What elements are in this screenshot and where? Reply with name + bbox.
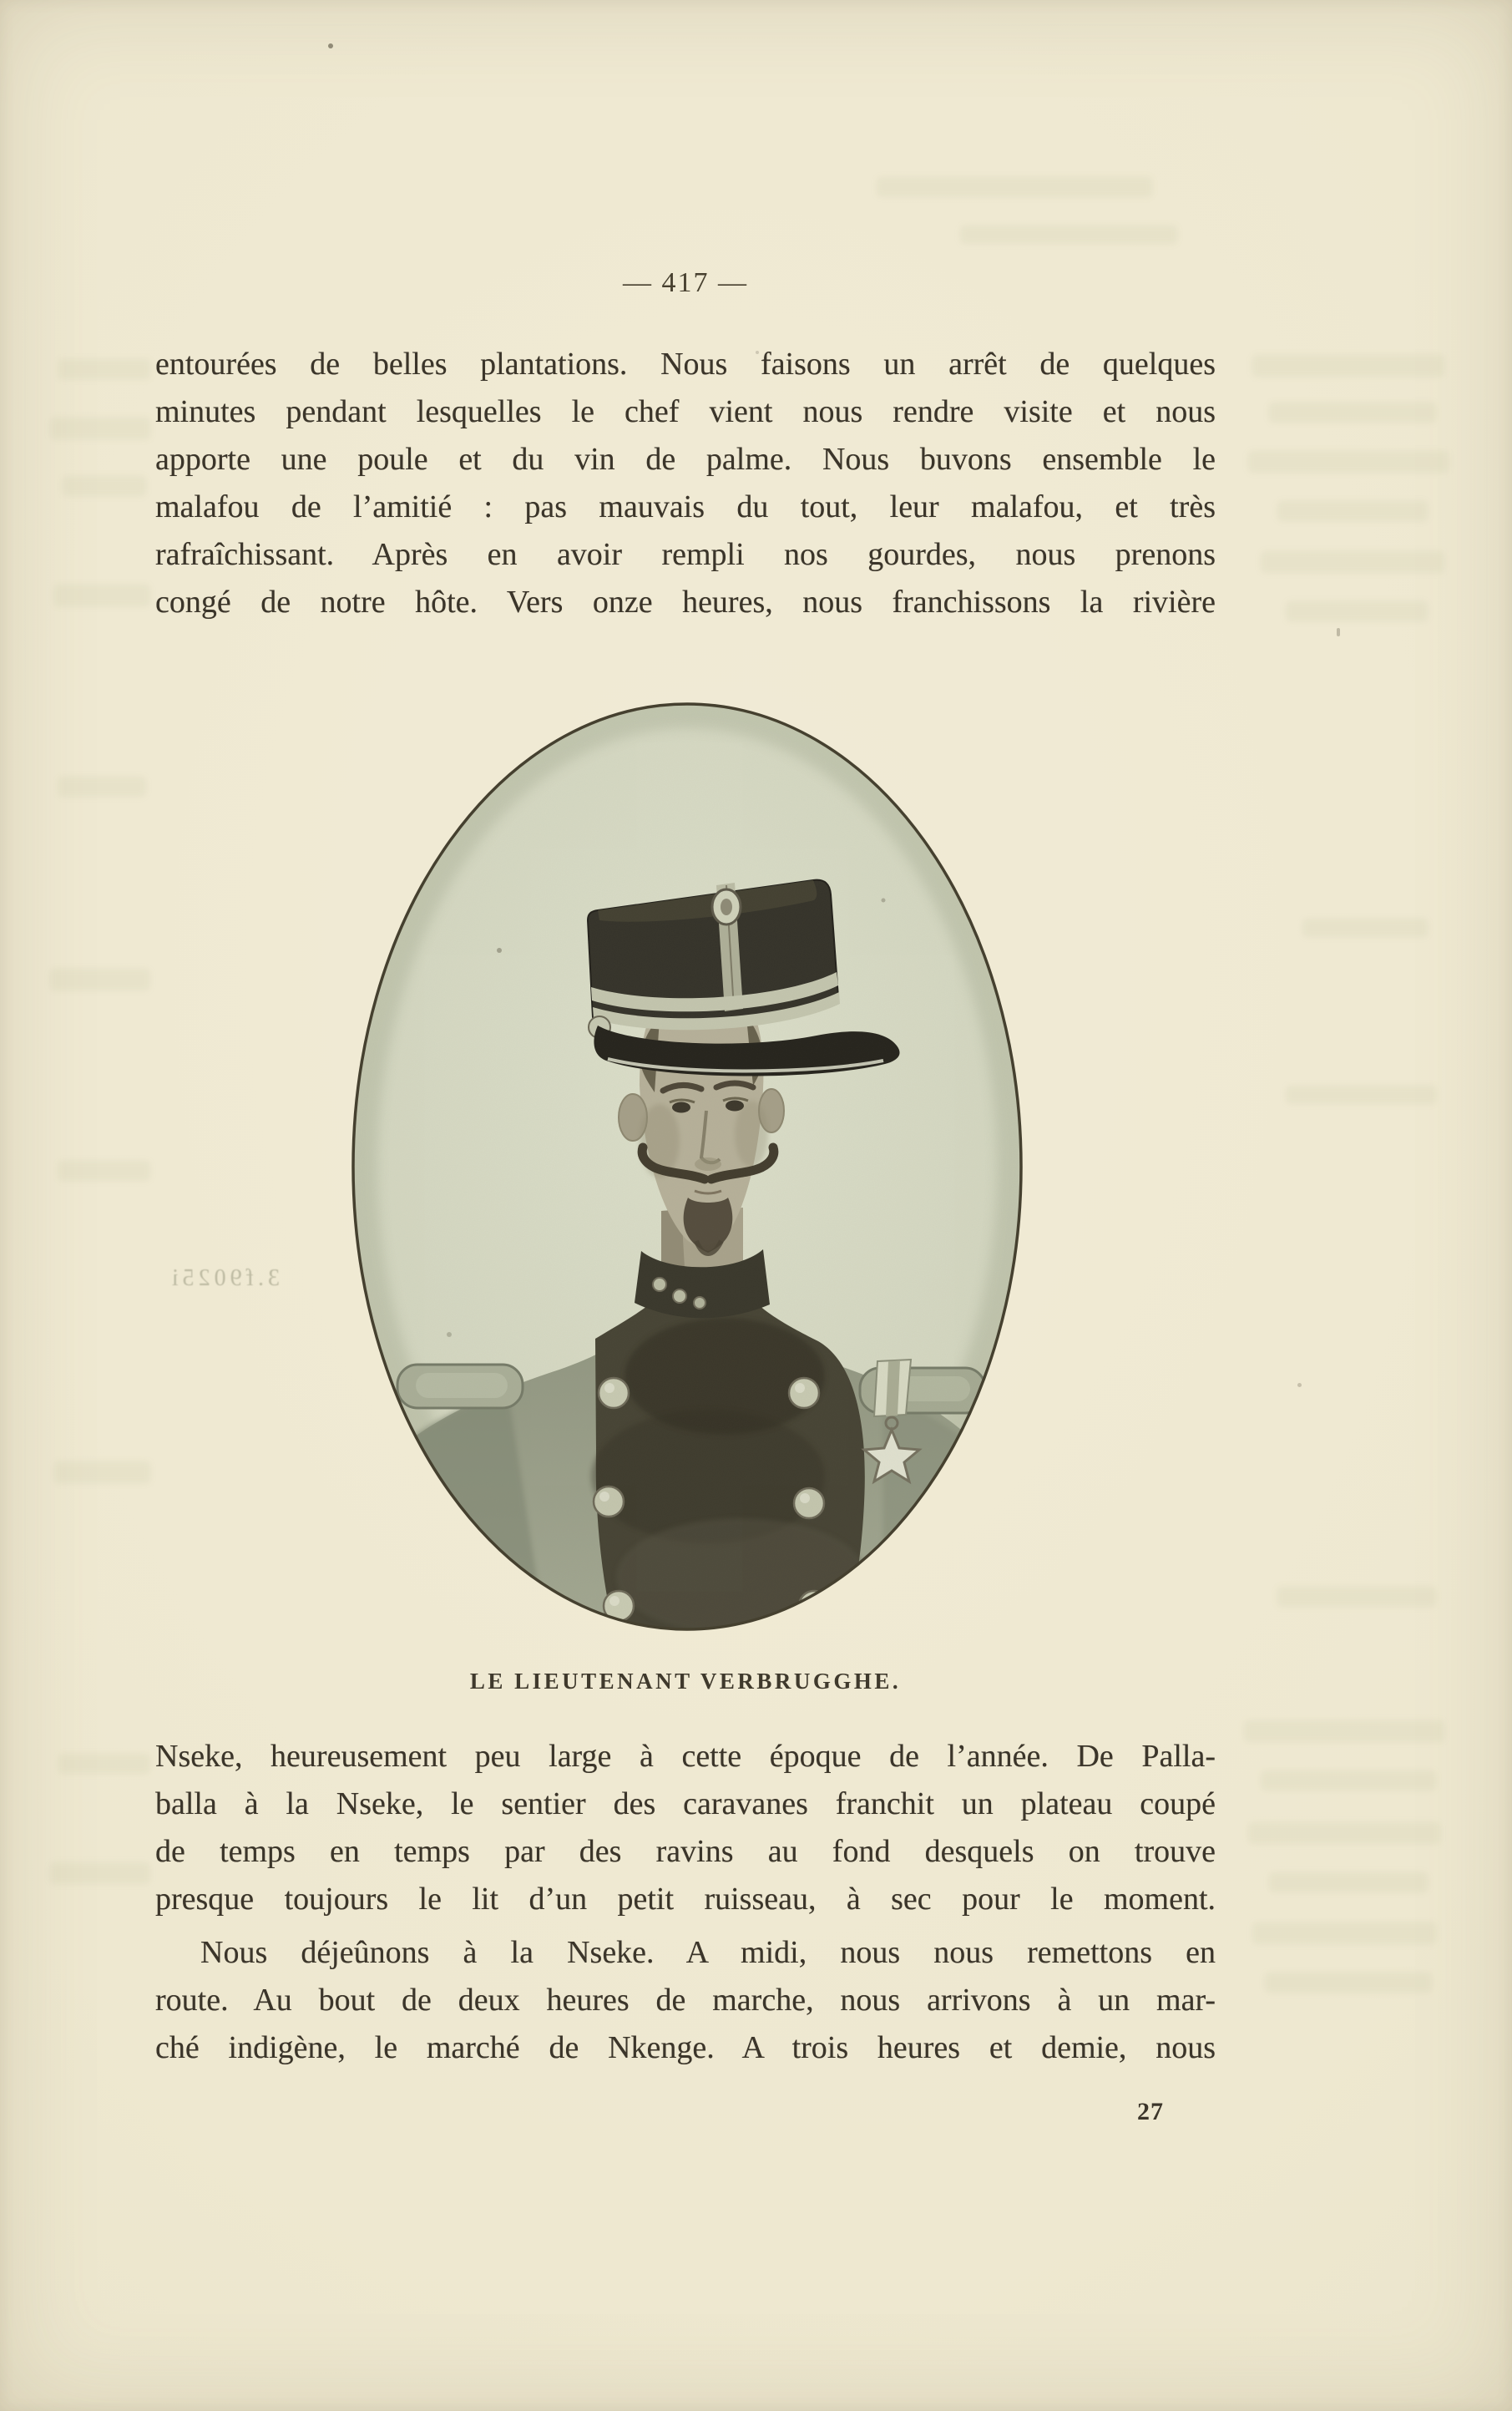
bleedthrough-smudge [1248,1822,1440,1844]
bleedthrough-stamp: 3.f9025i [167,1265,280,1291]
bleedthrough-smudge [1261,551,1444,573]
text-line: apporte une poule et du vin de palme. Nous buvons ensemble le [155,442,1216,477]
bleedthrough-smudge [58,1161,150,1181]
bleedthrough-smudge [1302,919,1428,937]
text-line: de temps en temps par des ravins au fond desquels on trouve [155,1834,1216,1869]
bleedthrough-smudge [1244,1720,1444,1742]
text-line: route. Au bout de deux heures de marche, nous arrivons à un mar- [155,1983,1216,2018]
text-line: balla à la Nseke, le sentier des caravanes franchit un plateau coupé [155,1786,1216,1821]
bleedthrough-smudge [50,1862,150,1884]
paragraph [155,1929,1216,2072]
bleedthrough-smudge [58,1754,150,1774]
bleedthrough-smudge [1261,1770,1436,1791]
text-line: congé de notre hôte. Vers onze heures, nous franchissons la rivière [155,585,1216,620]
bleedthrough-smudge [1248,451,1449,473]
bleedthrough-smudge [50,418,150,439]
text-line: minutes pendant lesquelles le chef vient nous rendre visite et nous [155,394,1216,429]
page-number-header: — 417 — [623,267,748,298]
paragraph [155,341,1216,626]
bleedthrough-smudge [960,225,1177,244]
bleedthrough-smudge [54,585,150,606]
text-line: malafou de l’amitié : pas mauvais du tout, leur malafou, et très [155,489,1216,524]
paragraph [155,1733,1216,1923]
paper-speck [328,43,333,48]
bleedthrough-smudge [1286,601,1428,621]
figure-caption: LE LIEUTENANT VERBRUGGHE. [469,1669,902,1694]
bleedthrough-smudge [58,359,150,379]
text-line: Nous déjeûnons à la Nseke. A midi, nous nous remettons en [200,1935,1216,1970]
bleedthrough-smudge [1277,1587,1436,1607]
officer-portrait-photo [349,700,1025,1634]
text-line: rafraîchissant. Après en avoir rempli nos gourdes, nous prenons [155,537,1216,572]
bleedthrough-smudge [1252,1922,1436,1944]
bleedthrough-smudge [1252,355,1444,377]
paper-speck [1297,1383,1302,1387]
bleedthrough-smudge [1277,501,1428,521]
text-line: ché indigène, le marché de Nkenge. A trois heures et demie, nous [155,2030,1216,2065]
signature-mark: 27 [1137,2098,1164,2125]
bleedthrough-smudge [1286,1086,1436,1104]
paper-speck [1337,628,1340,636]
bleedthrough-smudge [63,476,146,496]
text-line: entourées de belles plantations. Nous faisons un arrêt de quelques [155,347,1216,382]
bleedthrough-smudge [50,969,150,990]
bleedthrough-smudge [54,1461,150,1483]
bleedthrough-smudge [877,177,1152,197]
bleedthrough-smudge [58,777,146,797]
text-line: presque toujours le lit d’un petit ruisseau, à sec pour le moment. [155,1882,1216,1917]
text-line: Nseke, heureusement peu large à cette époque de l’année. De Palla- [155,1739,1216,1774]
bleedthrough-smudge [1269,403,1436,423]
bleedthrough-smudge [1265,1973,1432,1993]
bleedthrough-smudge [1269,1872,1428,1892]
